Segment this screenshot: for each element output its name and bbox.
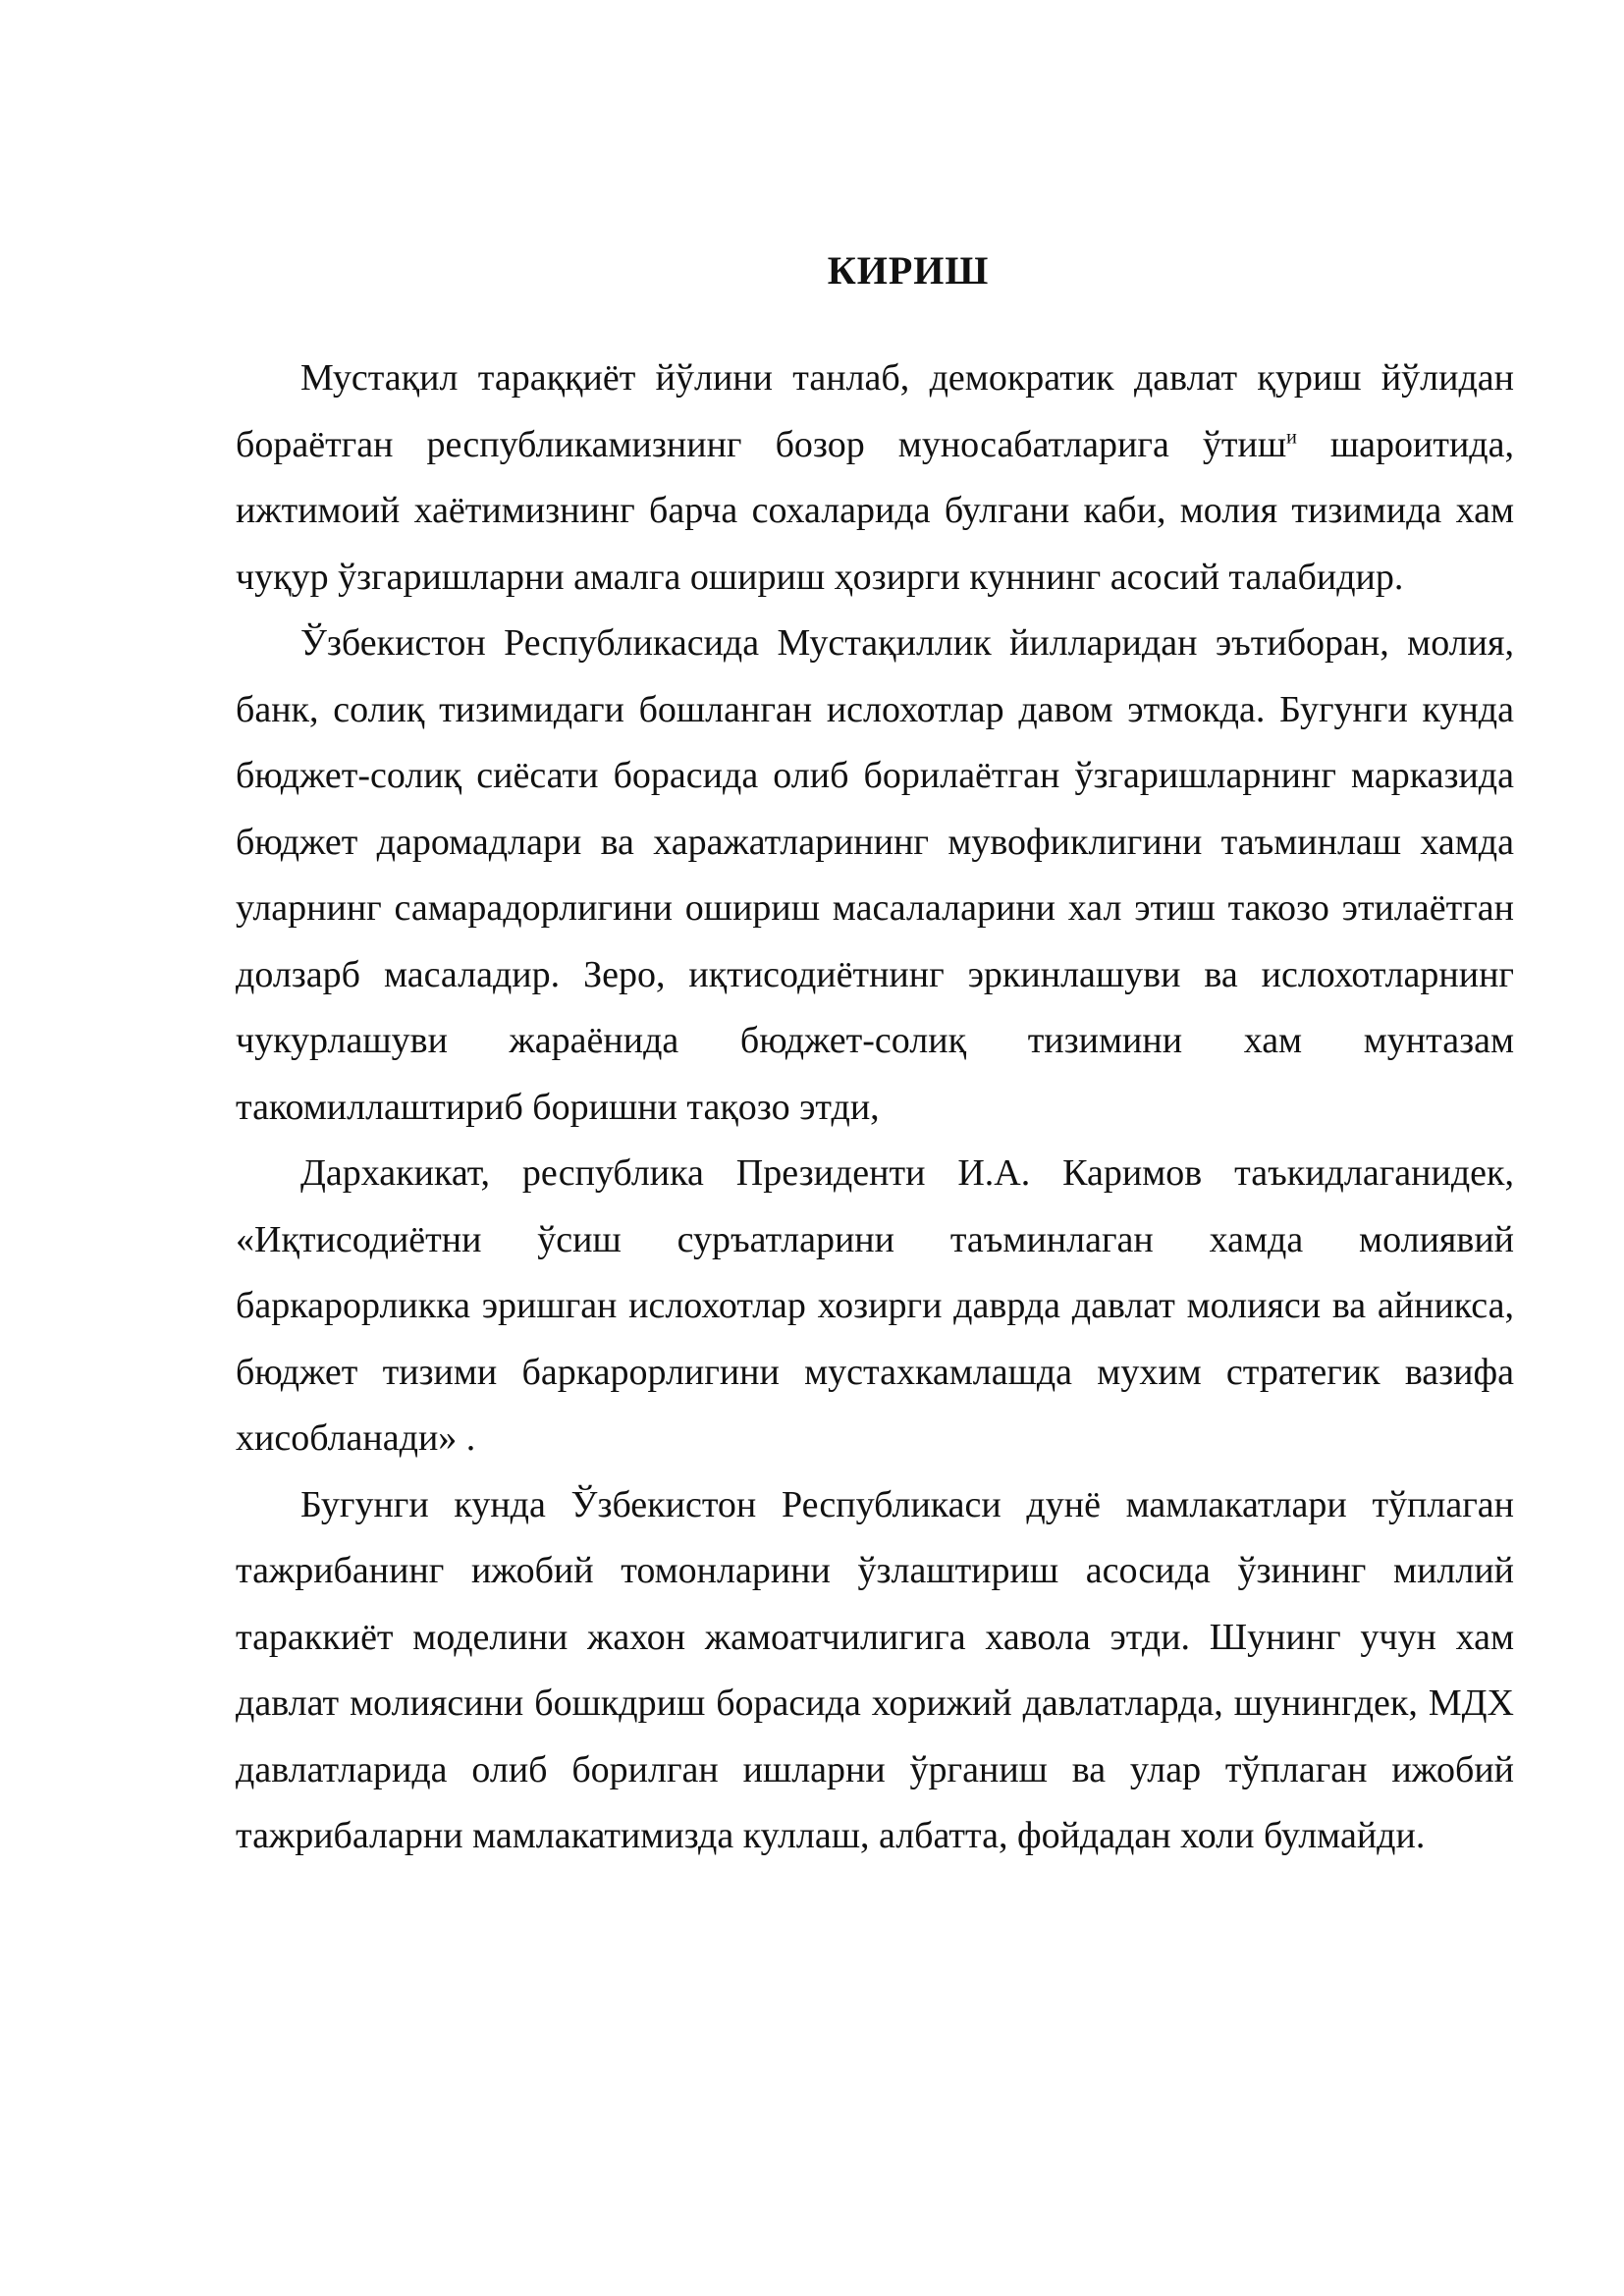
superscript-marker: и	[1286, 425, 1297, 448]
paragraph-3: Дархакикат, республика Президенти И.А. Каримов таъкидлаганидек, «Иқтисодиётни ўсиш суръатларини таъминлаган хамда молиявий баркарорликка эришган ислохотлар хозирги даврда давлат молияси ва айникса, бюджет тизими баркарорлигини мустахкамлашда мухим стратегик вазифа хисобланади» .	[236, 1152, 1514, 1459]
section-heading: КИРИШ	[827, 248, 990, 293]
paragraph-1-text: Мустақил тараққиёт йўлини танлаб, демократик давлат қуриш йўлидан бораётган республикамизнинг бозор муносабатларига ўтиш	[236, 357, 1514, 465]
paragraph-4: Бугунги кунда Ўзбекистон Республикаси дунё мамлакатлари тўплаган тажрибанинг ижобий томонларини ўзлаштириш асосида ўзининг миллий тараккиёт моделини жахон жамоатчилигига хавола этди. Шунинг учун хам давлат молиясини бошкдриш борасида хорижий давлатларда, шунингдек, МДХ давлатларида олиб борилган ишларни ўрганиш ва улар тўплаган ижобий тажрибаларни мамлакатимизда куллаш, албатта, фойдадан холи булмайди.	[236, 1483, 1514, 1856]
paragraph-1-tail: шароитида, ижтимоий хаётимизнинг барча сохаларида булгани каби, молия тизимида хам чуқур ўзгаришларни амалга ошириш ҳозирги куннинг асосий талабидир.	[236, 423, 1515, 598]
body-text	[236, 346, 1514, 1870]
paragraph-1	[236, 346, 1514, 611]
paragraph-2: Ўзбекистон Республикасида Мустақиллик йилларидан эътиборан, молия, банк, солиқ тизимидаги бошланган ислохотлар давом этмокда. Бугунги кунда бюджет-солиқ сиёсати борасида олиб борилаётган ўзгаришларнинг марказида бюджет даромадлари ва харажатларининг мувофиклигини таъминлаш хамда уларнинг самарадорлигини ошириш масалаларини хал этиш такозо этилаётган долзарб масаладир. Зеро, иқтисодиётнинг эркинлашуви ва ислохотларнинг чукурлашуви жараёнида бюджет-солиқ тизимини хам мунтазам такомиллаштириб боришни тақозо этди,	[236, 622, 1514, 1128]
